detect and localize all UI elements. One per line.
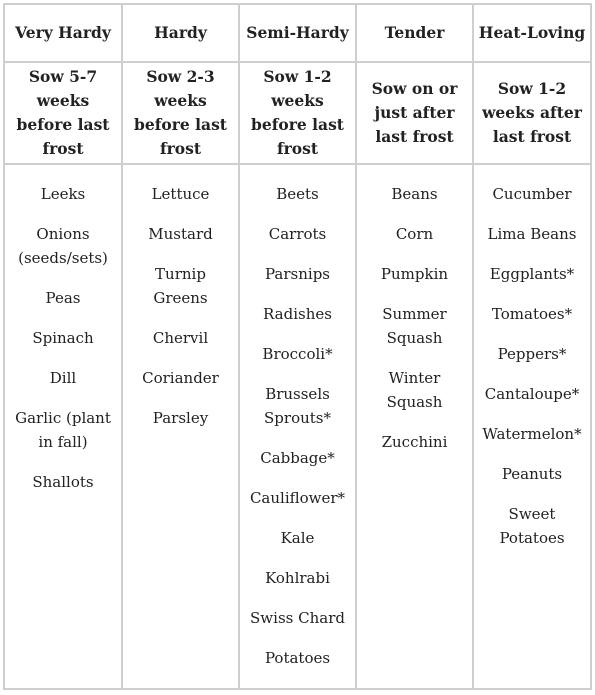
plant-item: Turnip Greens bbox=[153, 265, 208, 307]
column-header-hardy: Hardy bbox=[122, 4, 239, 62]
sow-time-semi-hardy: Sow 1-2 weeks before last frost bbox=[239, 62, 356, 164]
plant-item: Parsley bbox=[152, 409, 209, 427]
plant-item: Eggplants* bbox=[489, 265, 575, 283]
column-header-semi-hardy: Semi-Hardy bbox=[239, 4, 356, 62]
plant-item: Spinach bbox=[32, 329, 94, 347]
plant-list-tender bbox=[356, 164, 473, 689]
plant-item: Parsnips bbox=[265, 265, 330, 283]
plant-item: Cucumber bbox=[492, 185, 572, 203]
plant-item: Cabbage* bbox=[260, 449, 335, 467]
column-header-very-hardy: Very Hardy bbox=[4, 4, 122, 62]
plant-list-heat-loving bbox=[473, 164, 591, 689]
plant-item: Radishes bbox=[263, 305, 332, 323]
sow-time-very-hardy: Sow 5-7 weeks before last frost bbox=[4, 62, 122, 164]
plant-list-row bbox=[4, 164, 591, 689]
plant-item: Beets bbox=[276, 185, 319, 203]
plant-item: Lettuce bbox=[151, 185, 210, 203]
plant-item: Sweet Potatoes bbox=[499, 505, 565, 547]
plant-item: Kale bbox=[280, 529, 315, 547]
plant-item: Potatoes bbox=[264, 649, 331, 667]
plant-item: Onions (seeds/sets) bbox=[18, 225, 108, 267]
plant-item: Beans bbox=[391, 185, 438, 203]
plant-item: Cauliflower* bbox=[249, 489, 346, 507]
plant-item: Summer Squash bbox=[382, 305, 447, 347]
plant-item: Peas bbox=[45, 289, 81, 307]
plant-item: Pumpkin bbox=[380, 265, 449, 283]
plant-list-very-hardy bbox=[4, 164, 122, 689]
table-header-row bbox=[4, 4, 591, 62]
plant-item: Watermelon* bbox=[482, 425, 582, 443]
plant-item: Chervil bbox=[152, 329, 209, 347]
plant-list-hardy bbox=[122, 164, 239, 689]
plant-item: Peppers* bbox=[497, 345, 567, 363]
plant-item: Dill bbox=[49, 369, 77, 387]
plant-item: Coriander bbox=[142, 369, 219, 387]
plant-item: Cantaloupe* bbox=[484, 385, 580, 403]
plant-item: Kohlrabi bbox=[265, 569, 330, 587]
plant-list-semi-hardy bbox=[239, 164, 356, 689]
planting-table-container bbox=[3, 3, 590, 690]
sow-time-hardy: Sow 2-3 weeks before last frost bbox=[122, 62, 239, 164]
planting-schedule-table bbox=[3, 3, 592, 690]
plant-item: Swiss Chard bbox=[250, 609, 345, 627]
plant-item: Carrots bbox=[268, 225, 327, 243]
column-header-tender: Tender bbox=[356, 4, 473, 62]
plant-item: Brussels Sprouts* bbox=[264, 385, 331, 427]
sowing-time-row bbox=[4, 62, 591, 164]
plant-item: Garlic (plant in fall) bbox=[15, 409, 111, 451]
plant-item: Shallots bbox=[32, 473, 94, 491]
sow-time-heat-loving: Sow 1-2 weeks after last frost bbox=[473, 62, 591, 164]
plant-item: Peanuts bbox=[501, 465, 563, 483]
plant-item: Broccoli* bbox=[262, 345, 333, 363]
plant-item: Tomatoes* bbox=[491, 305, 573, 323]
plant-item: Winter Squash bbox=[386, 369, 443, 411]
plant-item: Zucchini bbox=[381, 433, 448, 451]
plant-item: Leeks bbox=[40, 185, 86, 203]
sow-time-tender: Sow on or just after last frost bbox=[356, 62, 473, 164]
plant-item: Lima Beans bbox=[487, 225, 577, 243]
column-header-heat-loving: Heat-Loving bbox=[473, 4, 591, 62]
plant-item: Mustard bbox=[148, 225, 213, 243]
plant-item: Corn bbox=[395, 225, 434, 243]
